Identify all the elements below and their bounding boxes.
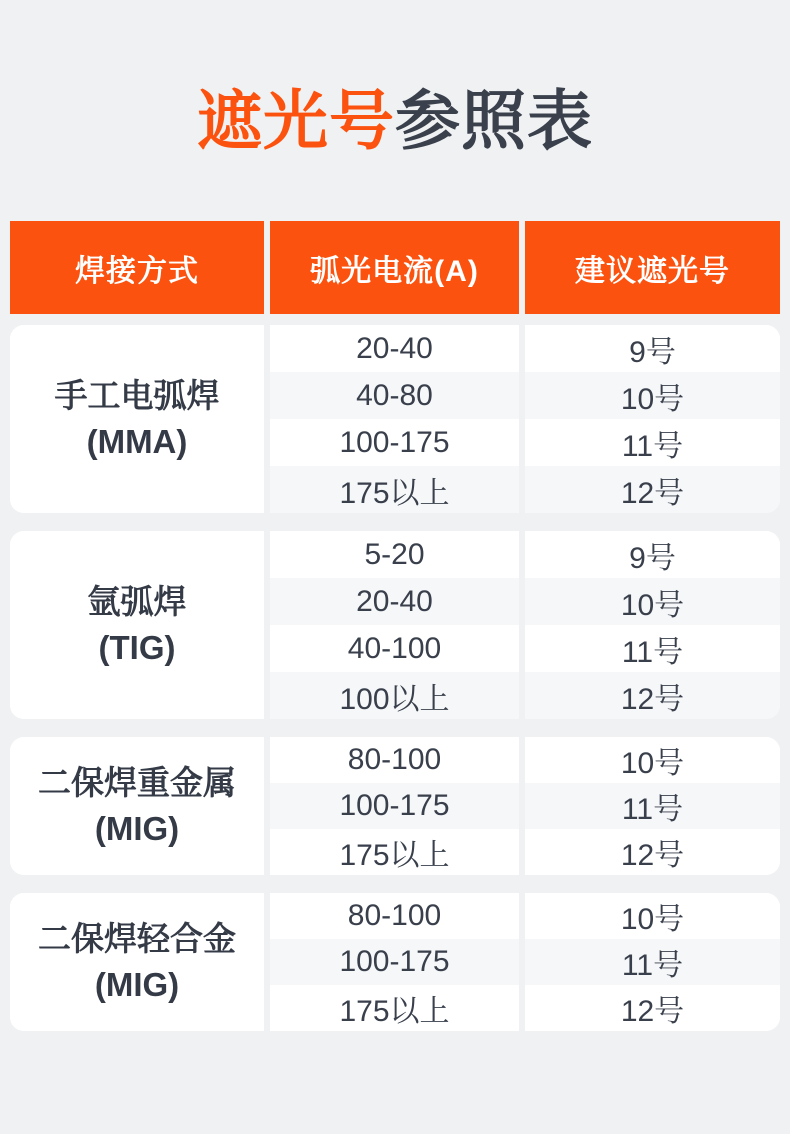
- header-recommended-shade: 建议遮光号: [525, 221, 780, 314]
- section-code: (MIG): [94, 810, 180, 847]
- section-name: 氩弧焊: [87, 583, 187, 621]
- table-header-row: [10, 221, 780, 314]
- header-arc-current: 弧光电流(A): [270, 221, 519, 314]
- shade-cell: 12号: [525, 985, 780, 1031]
- section-mig-light-label: [10, 893, 264, 1031]
- shade-cell: 11号: [525, 625, 780, 672]
- current-cell: 20-40: [270, 325, 519, 372]
- current-cell: 100-175: [270, 419, 519, 466]
- section-mig-heavy: [10, 737, 780, 875]
- current-cell: 40-80: [270, 372, 519, 419]
- current-cell: 175以上: [270, 985, 519, 1031]
- section-code: (TIG): [98, 629, 176, 666]
- section-name: 手工电弧焊: [54, 377, 220, 415]
- section-name: 二保焊重金属: [38, 764, 236, 802]
- header-welding-method: 焊接方式: [10, 221, 264, 314]
- section-mig-light: [10, 893, 780, 1031]
- shade-cell: 10号: [525, 893, 780, 939]
- current-cell: 100-175: [270, 939, 519, 985]
- shade-cell: 10号: [525, 578, 780, 625]
- section-name: 二保焊轻合金: [38, 920, 236, 958]
- shade-cell: 9号: [525, 531, 780, 578]
- shade-cell: 11号: [525, 419, 780, 466]
- current-cell: 80-100: [270, 737, 519, 783]
- section-tig-label: [10, 531, 264, 719]
- current-cell: 5-20: [270, 531, 519, 578]
- page-title-highlight: 遮光号: [196, 84, 395, 157]
- shade-cell: 9号: [525, 325, 780, 372]
- current-cell: 100以上: [270, 672, 519, 719]
- current-cell: 40-100: [270, 625, 519, 672]
- current-cell: 175以上: [270, 829, 519, 875]
- page-title: [0, 86, 790, 156]
- current-cell: 20-40: [270, 578, 519, 625]
- section-mma-label: [10, 325, 264, 513]
- section-code: (MMA): [86, 423, 188, 460]
- shade-cell: 10号: [525, 737, 780, 783]
- section-code: (MIG): [94, 966, 180, 1003]
- shade-cell: 11号: [525, 783, 780, 829]
- section-mig-heavy-label: [10, 737, 264, 875]
- shade-cell: 12号: [525, 829, 780, 875]
- shade-cell: 12号: [525, 466, 780, 513]
- page-title-rest: 参照表: [395, 84, 594, 157]
- current-cell: 175以上: [270, 466, 519, 513]
- shade-cell: 12号: [525, 672, 780, 719]
- section-tig: [10, 531, 780, 719]
- section-mma: [10, 325, 780, 513]
- current-cell: 100-175: [270, 783, 519, 829]
- shade-cell: 10号: [525, 372, 780, 419]
- current-cell: 80-100: [270, 893, 519, 939]
- shade-cell: 11号: [525, 939, 780, 985]
